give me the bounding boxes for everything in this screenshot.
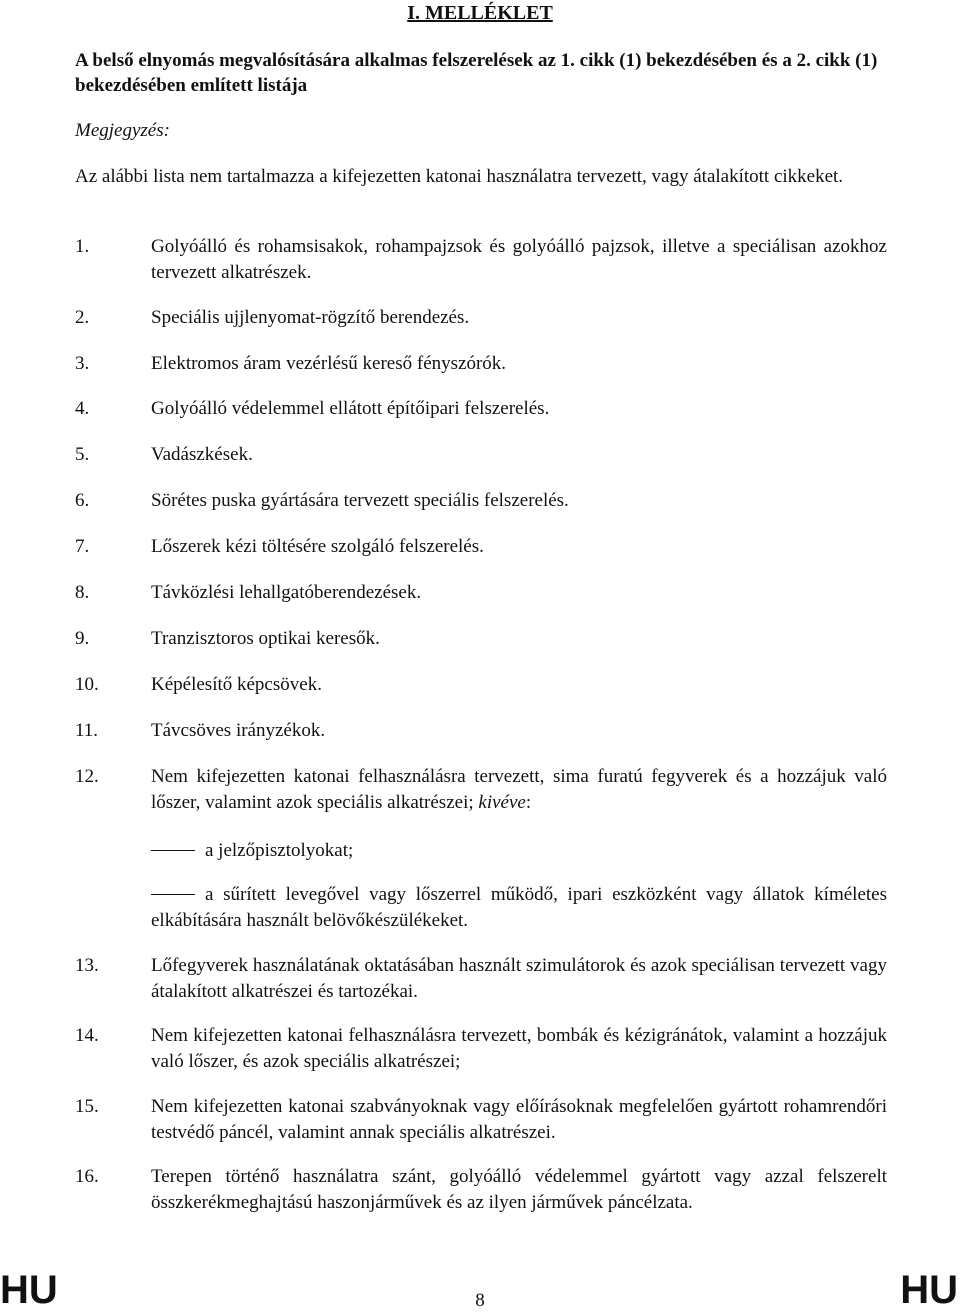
annex-title: I. MELLÉKLET bbox=[407, 2, 553, 24]
list-item-number: 13. bbox=[75, 955, 99, 976]
em-dash bbox=[151, 850, 195, 851]
list-item-number: 12. bbox=[75, 766, 99, 787]
list-item-text: Képélesítő képcsövek. bbox=[151, 674, 322, 695]
list-item bbox=[75, 764, 887, 816]
list-item-number: 6. bbox=[75, 490, 90, 511]
em-dash bbox=[151, 894, 195, 895]
list-item bbox=[75, 1094, 887, 1146]
list-item bbox=[75, 442, 887, 468]
list-item-text: Nem kifejezetten katonai felhasználásra tervezett, bombák és kézigránátok, valamint a hozzájuk való lőszer, és azok speciális alkatrészei; bbox=[151, 1025, 887, 1072]
list-item-number: 9. bbox=[75, 628, 90, 649]
exception-item bbox=[151, 882, 887, 934]
exception-item bbox=[151, 838, 887, 864]
note-text: Az alábbi lista nem tartalmazza a kifejezetten katonai használatra tervezett, vagy átalakított cikkeket. bbox=[75, 166, 844, 187]
list-item-number: 4. bbox=[75, 398, 90, 419]
list-item-text: Speciális ujjlenyomat-rögzítő berendezés. bbox=[151, 307, 470, 328]
exception-item-text: a sűrített levegővel vagy lőszerrel működő, ipari eszközként vagy állatok kíméletes elkábítására használt belövőkészülékeket. bbox=[151, 884, 887, 931]
list-item-number: 10. bbox=[75, 674, 99, 695]
list-item bbox=[75, 580, 887, 606]
list-item-text: Terepen történő használatra szánt, golyóálló védelemmel gyártott vagy azzal felszerelt összkerékmeghajtású haszonjárművek és az ilyen járművek páncélzata. bbox=[151, 1166, 887, 1213]
list-item-text: Golyóálló védelemmel ellátott építőipari felszerelés. bbox=[151, 398, 550, 419]
list-item bbox=[75, 351, 887, 377]
list-item-text: Távcsöves irányzékok. bbox=[151, 720, 326, 741]
list-item-number: 1. bbox=[75, 236, 90, 257]
list-item-number: 8. bbox=[75, 582, 90, 603]
page-number: 8 bbox=[475, 1290, 485, 1311]
list-item-number: 5. bbox=[75, 444, 90, 465]
list-item-number: 14. bbox=[75, 1025, 99, 1046]
list-item-text: Elektromos áram vezérlésű kereső fényszórók. bbox=[151, 353, 507, 374]
list-item-text-main: Nem kifejezetten katonai felhasználásra tervezett, sima furatú fegyverek és a hozzájuk való lőszer, valamint azok speciális alkatrészei; bbox=[151, 766, 887, 813]
list-item bbox=[75, 488, 887, 514]
exception-item-text: a jelzőpisztolyokat; bbox=[205, 840, 354, 861]
list-item bbox=[75, 953, 887, 1005]
list-item bbox=[75, 305, 887, 331]
list-item-text: Vadászkések. bbox=[151, 444, 253, 465]
note-label: Megjegyzés: bbox=[75, 120, 170, 141]
list-item-number: 15. bbox=[75, 1096, 99, 1117]
list-item-text-exception: kivéve bbox=[478, 792, 526, 813]
list-item-text-colon: : bbox=[525, 792, 532, 813]
list-item-number: 16. bbox=[75, 1166, 99, 1187]
list-item-text: Sörétes puska gyártására tervezett speciális felszerelés. bbox=[151, 490, 569, 511]
list-item bbox=[75, 672, 887, 698]
list-item-text bbox=[151, 764, 887, 816]
list-item-number: 11. bbox=[75, 720, 99, 741]
footer-language-right: HU bbox=[900, 1268, 958, 1312]
list-item-number: 2. bbox=[75, 307, 90, 328]
list-item-text: Távközlési lehallgatóberendezések. bbox=[151, 582, 422, 603]
footer-language-left: HU bbox=[0, 1268, 58, 1312]
list-item-number: 7. bbox=[75, 536, 90, 557]
list-item-text: Golyóálló és rohamsisakok, rohampajzsok és golyóálló pajzsok, illetve a speciálisan azokhoz tervezett alkatrészek. bbox=[151, 236, 887, 283]
list-item bbox=[75, 534, 887, 560]
list-item bbox=[75, 234, 887, 286]
list-item-text: Lőszerek kézi töltésére szolgáló felszerelés. bbox=[151, 536, 484, 557]
list-item bbox=[75, 1164, 887, 1216]
list-item bbox=[75, 626, 887, 652]
list-heading: A belső elnyomás megvalósítására alkalmas felszerelések az 1. cikk (1) bekezdésében és a 2. cikk (1) bekezdésében említett listája bbox=[75, 50, 878, 96]
list-item bbox=[75, 396, 887, 422]
list-item bbox=[75, 1023, 887, 1075]
list-item-text: Lőfegyverek használatának oktatásában használt szimulátorok és azok speciálisan tervezett vagy átalakított alkatrészei és tartozékai. bbox=[151, 955, 887, 1002]
list-item-text: Tranzisztoros optikai keresők. bbox=[151, 628, 380, 649]
list-item bbox=[75, 718, 887, 744]
list-item-number: 3. bbox=[75, 353, 90, 374]
list-item-text: Nem kifejezetten katonai szabványoknak vagy előírásoknak megfelelően gyártott rohamrendőri testvédő páncél, valamint annak speciális alkatrészei. bbox=[151, 1096, 887, 1143]
